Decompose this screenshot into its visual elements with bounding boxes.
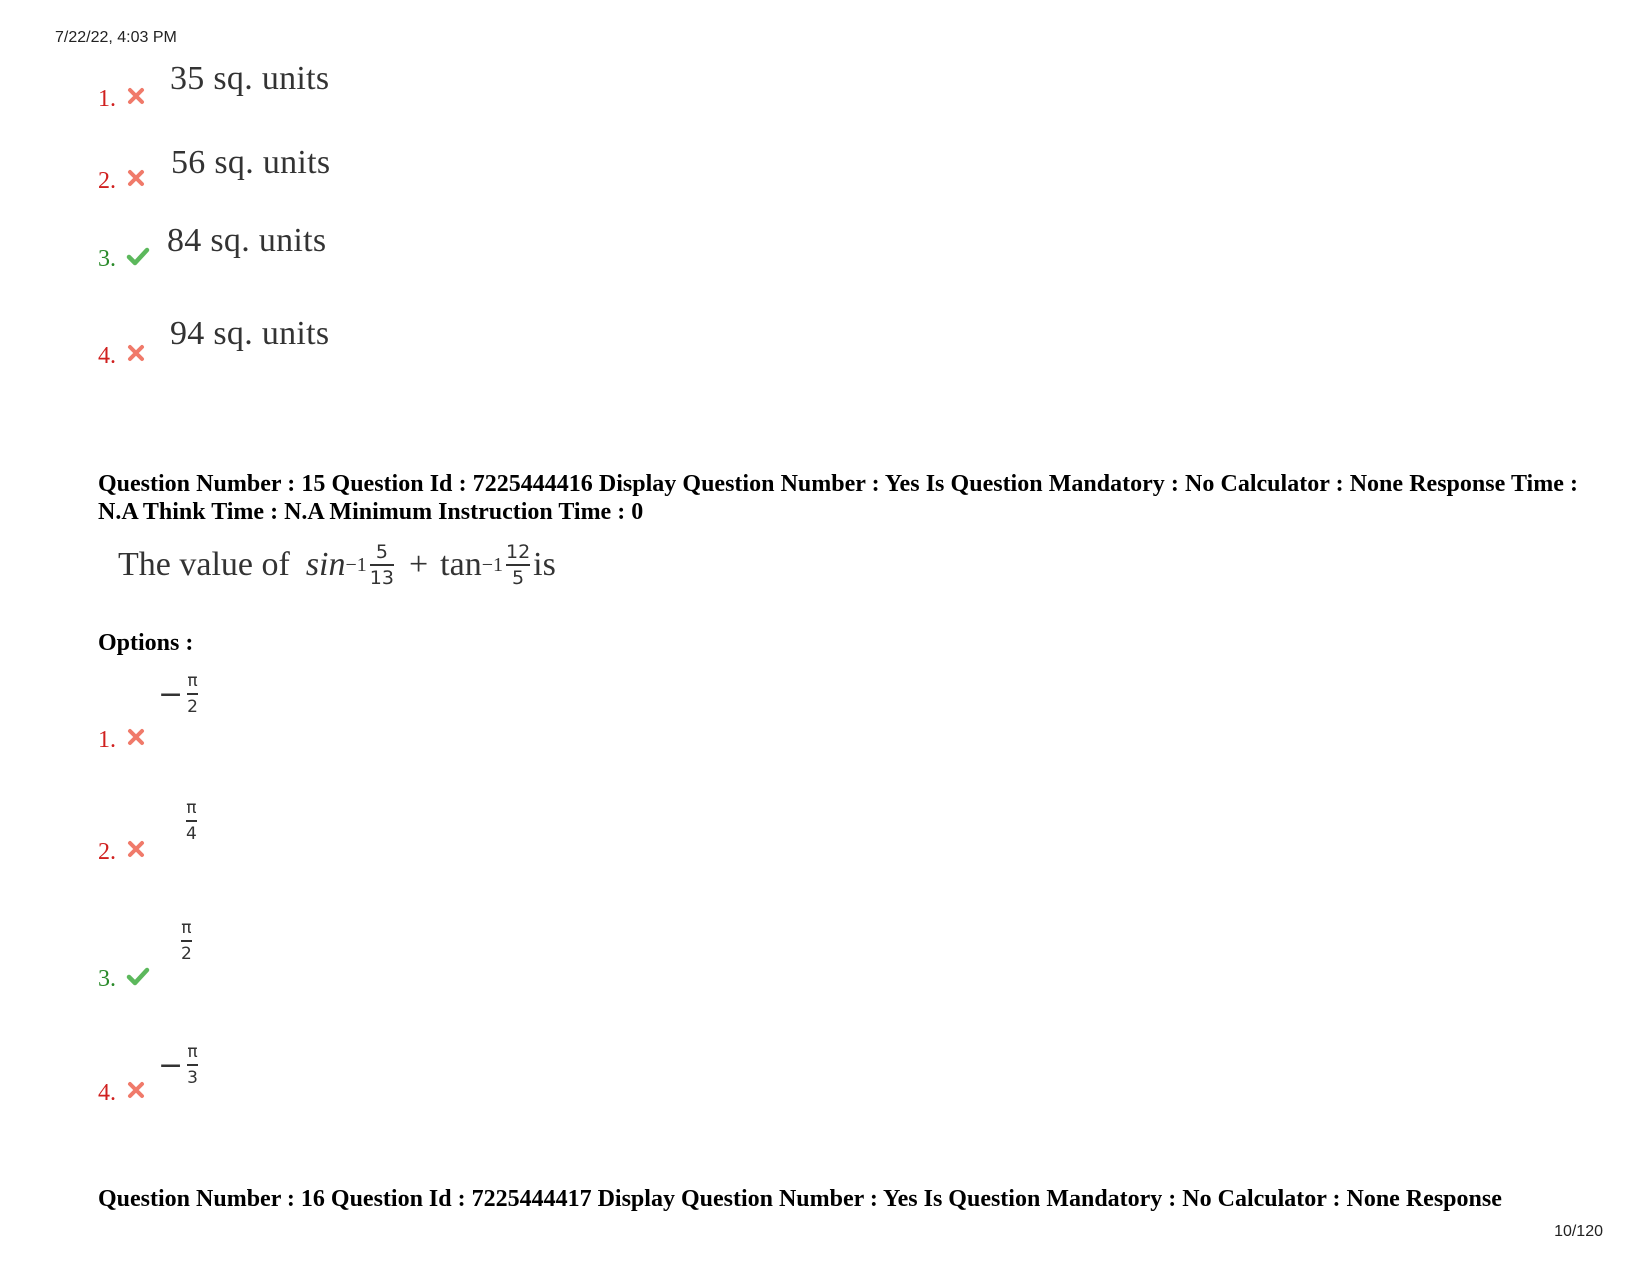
page-number: 10/120	[1554, 1223, 1603, 1240]
cross-icon	[126, 86, 146, 106]
stem-sin: sin	[305, 546, 346, 583]
stem-inverse: −1	[345, 553, 367, 576]
option-number: 1.	[98, 727, 116, 753]
option-text: 56 sq. units	[171, 144, 331, 181]
check-icon	[126, 246, 150, 266]
stem-plus: +	[408, 546, 429, 583]
question-stem	[118, 542, 556, 588]
option-text: 35 sq. units	[170, 60, 330, 97]
option-number: 2.	[98, 168, 116, 194]
cross-icon	[126, 1080, 146, 1100]
option-math: − $\frac{\pi}{2}$	[158, 671, 198, 717]
check-icon	[126, 966, 150, 986]
cross-icon	[126, 727, 146, 747]
option-number: 3.	[98, 966, 116, 992]
option-text: 94 sq. units	[170, 315, 330, 352]
stem-fraction-2: $\frac{12}{5}$	[505, 541, 531, 589]
option-math: − $\frac{\pi}{3}$	[158, 1042, 198, 1088]
option-number: 3.	[98, 246, 116, 272]
option-number: 4.	[98, 343, 116, 369]
option-math: $\frac{\pi}{2}$	[181, 918, 192, 964]
option-number: 4.	[98, 1080, 116, 1106]
cross-icon	[126, 343, 146, 363]
question-meta: Question Number : 15 Question Id : 7225444416 Display Question Number : Yes Is Question Mandatory : No Calculator : None Response Time : N.A Think Time : N.A Minimum Instruction Time : 0	[98, 471, 1578, 525]
option-number: 1.	[98, 86, 116, 112]
cross-icon	[126, 839, 146, 859]
option-number: 2.	[98, 839, 116, 865]
cross-icon	[126, 168, 146, 188]
stem-suffix: is	[533, 546, 556, 583]
stem-prefix: The value of	[118, 546, 290, 583]
stem-fraction-1: $\frac{5}{13}$	[369, 541, 394, 589]
option-text: 84 sq. units	[167, 222, 327, 259]
option-math: $\frac{\pi}{4}$	[186, 798, 197, 844]
stem-tan: tan	[440, 546, 482, 583]
stem-inverse: −1	[481, 553, 503, 576]
question-meta: Question Number : 16 Question Id : 7225444417 Display Question Number : Yes Is Question Mandatory : No Calculator : None Response	[98, 1186, 1502, 1212]
print-timestamp: 7/22/22, 4:03 PM	[55, 29, 177, 46]
options-label: Options :	[98, 630, 194, 656]
